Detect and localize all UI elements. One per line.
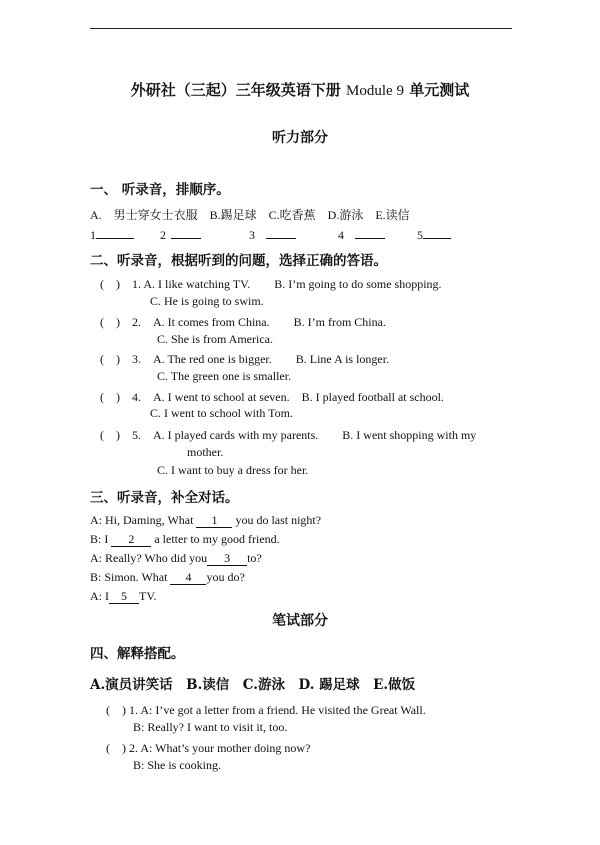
answer-blank[interactable] — [423, 224, 451, 239]
dialogue-line: A: Hi, Daming, What 1 you do last night? — [90, 513, 322, 527]
question-line: ( ) 2. A. It comes from China. B. I’m from China. — [100, 315, 386, 329]
question-line: mother. — [187, 445, 224, 459]
dialogue-line: A: Really? Who did you 3 to? — [90, 551, 262, 565]
title-suffix: 单元测试 — [409, 81, 470, 99]
question-line: B: Really? I want to visit it, too. — [133, 720, 288, 734]
question-line: C. I went to school with Tom. — [150, 406, 293, 420]
question-line: C. The green one is smaller. — [157, 369, 292, 383]
answer-number: 2 — [160, 228, 166, 242]
dialogue-blank[interactable]: 3 — [207, 551, 247, 566]
answer-number: 4 — [338, 228, 344, 242]
title-prefix: 外研社（三起）三年级英语下册 — [130, 81, 341, 99]
dialogue-blank[interactable]: 5 — [109, 589, 139, 604]
top-rule — [90, 28, 512, 29]
question-line: ( ) 3. A. The red one is bigger. B. Line A is longer. — [100, 352, 390, 366]
section4-heading: 四、解释搭配。 — [90, 646, 185, 662]
section1-options: A. 男士穿女士衣服 B.踢足球 C.吃香蕉 D.游泳 E.读信 — [90, 208, 410, 222]
question-line: C. She is from America. — [157, 332, 273, 346]
dialogue-line: B: I 2 a letter to my good friend. — [90, 532, 280, 546]
dialogue-line: A: I 5 TV. — [90, 589, 157, 603]
answer-number: 5 — [417, 228, 423, 242]
title-module: Module 9 — [346, 83, 404, 99]
section2-heading: 二、听录音，根据听到的问题，选择正确的答语。 — [90, 253, 387, 269]
dialogue-blank[interactable]: 2 — [111, 532, 151, 547]
answer-number: 3 — [249, 228, 255, 242]
writing-part-heading: 笔试部分 — [272, 613, 328, 629]
question-line: C. I want to buy a dress for her. — [157, 463, 309, 477]
question-line: ( ) 1. A. I like watching TV. B. I’m going to do some shopping. — [100, 277, 442, 291]
question-line: ( ) 5. A. I played cards with my parents. B. I went shopping with my — [100, 428, 477, 442]
question-line: B: She is cooking. — [133, 758, 222, 772]
dialogue-blank[interactable]: 4 — [170, 570, 206, 585]
dialogue-blank[interactable]: 1 — [196, 513, 232, 528]
answer-blank[interactable] — [355, 224, 385, 239]
question-line: ( ) 2. A: What’s your mother doing now? — [106, 741, 311, 755]
section4-options: A.演员讲笑话 B.读信 C.游泳 D. 踢足球 E.做饭 — [90, 677, 416, 693]
section1-answer-row — [90, 224, 451, 243]
section1-heading: 一、 听录音，排顺序。 — [90, 182, 230, 198]
answer-blank[interactable] — [171, 224, 201, 239]
question-line: C. He is going to swim. — [150, 294, 264, 308]
answer-blank[interactable] — [266, 224, 296, 239]
question-line: ( ) 1. A: I’ve got a letter from a friend. He visited the Great Wall. — [106, 703, 426, 717]
listening-part-heading: 听力部分 — [272, 130, 328, 146]
answer-blank[interactable] — [96, 224, 134, 239]
answer-number: 1 — [90, 228, 96, 242]
section3-heading: 三、听录音，补全对话。 — [90, 490, 239, 506]
page-title — [0, 79, 600, 100]
dialogue-line: B: Simon. What 4 you do? — [90, 570, 245, 584]
question-line: ( ) 4. A. I went to school at seven. B. I played football at school. — [100, 390, 444, 404]
